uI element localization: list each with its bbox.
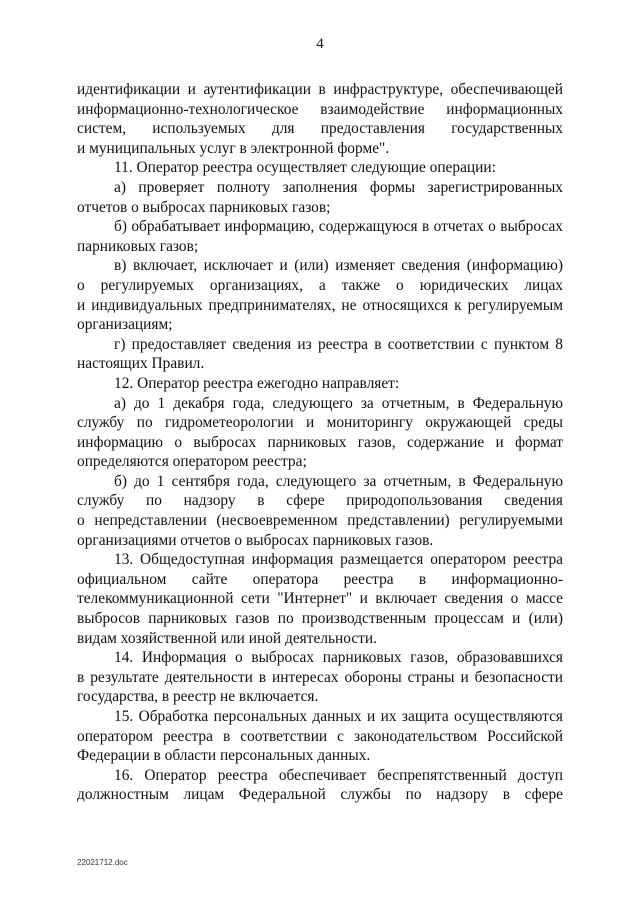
text-line: информационно-технологическое взаимодействие информационных bbox=[77, 100, 563, 118]
text-line: выбросов парниковых газов по производственным процессам и (или) bbox=[77, 610, 563, 628]
text-line: организациями отчетов о выбросах парниковых газов. bbox=[77, 531, 434, 549]
text-line: организациям; bbox=[77, 316, 173, 334]
text-line: а) до 1 декабря года, следующего за отчетным, в Федеральную bbox=[114, 394, 563, 412]
text-line: 16. Оператор реестра обеспечивает беспрепятственный доступ bbox=[114, 766, 563, 784]
text-line: в) включает, исключает и (или) изменяет сведения (информацию) bbox=[114, 257, 563, 275]
text-line: г) предоставляет сведения из реестра в соответствии с пунктом 8 bbox=[114, 335, 563, 353]
text-line: 13. Общедоступная информация размещается оператором реестра bbox=[114, 551, 563, 569]
text-line: определяются оператором реестра; bbox=[77, 453, 307, 471]
text-line: телекоммуникационной сети "Интернет" и включает сведения о массе bbox=[77, 590, 563, 608]
text-line: оператором реестра в соответствии с законодательством Российской bbox=[77, 727, 563, 745]
text-line: официальном сайте оператора реестра в информационно- bbox=[77, 570, 563, 588]
text-line: 14. Информация о выбросах парниковых газов, образовавшихся bbox=[114, 649, 563, 667]
text-line: отчетов о выбросах парниковых газов; bbox=[77, 198, 331, 216]
text-line: в результате деятельности в интересах обороны страны и безопасности bbox=[77, 668, 563, 686]
text-line: службу по надзору в сфере природопользования сведения bbox=[77, 492, 563, 510]
text-line: 12. Оператор реестра ежегодно направляет: bbox=[114, 374, 400, 392]
text-line: идентификации и аутентификации в инфраструктуре, обеспечивающей bbox=[77, 81, 563, 98]
text-line: о непредставлении (несвоевременном представлении) регулируемыми bbox=[77, 512, 563, 530]
text-line: и муниципальных услуг в электронной форме". bbox=[77, 139, 390, 157]
text-line: видам хозяйственной или иной деятельности. bbox=[77, 629, 377, 647]
page-number: 4 bbox=[316, 36, 324, 52]
text-line: и индивидуальных предпринимателях, не относящихся к регулируемым bbox=[77, 296, 563, 314]
document-body bbox=[77, 80, 563, 805]
text-line: парниковых газов; bbox=[77, 237, 199, 255]
text-line: а) проверяет полноту заполнения формы зарегистрированных bbox=[114, 178, 563, 196]
text-line: 15. Обработка персональных данных и их защита осуществляются bbox=[114, 708, 563, 725]
text-line: б) обрабатывает информацию, содержащуюся в отчетах о выбросах bbox=[114, 218, 563, 236]
text-line: о регулируемых организациях, а также о юридических лицах bbox=[77, 276, 563, 294]
document-code: 22021712.doc bbox=[77, 858, 128, 867]
text-line: настоящих Правил. bbox=[77, 355, 205, 373]
text-line: систем, используемых для предоставления государственных bbox=[77, 120, 563, 138]
text-line: государства, в реестр не включается. bbox=[77, 688, 319, 706]
text-line: б) до 1 сентября года, следующего за отчетным, в Федеральную bbox=[114, 472, 563, 490]
text-line: службу по гидрометеорологии и мониторингу окружающей среды bbox=[77, 414, 563, 432]
text-line: информацию о выбросах парниковых газов, содержание и формат bbox=[77, 433, 563, 451]
text-line: должностным лицам Федеральной службы по надзору в сфере bbox=[77, 786, 563, 804]
text-line: Федерации в области персональных данных. bbox=[77, 747, 371, 765]
text-line: 11. Оператор реестра осуществляет следующие операции: bbox=[114, 159, 496, 177]
